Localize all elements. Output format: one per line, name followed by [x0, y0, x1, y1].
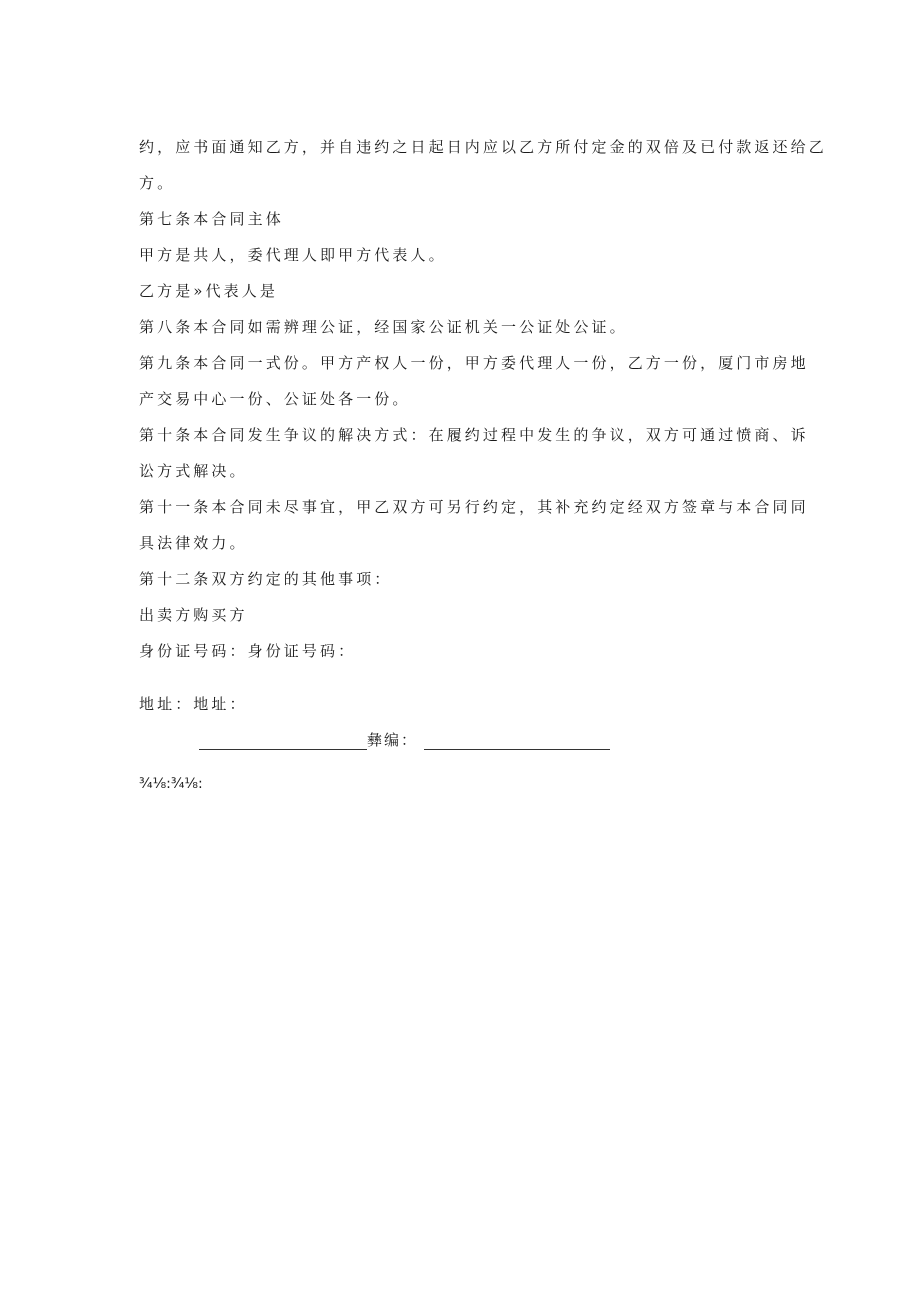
postal-blank-seller	[199, 735, 367, 750]
clause-7-heading: 第七条本合同主体	[139, 210, 284, 228]
clause-12-heading: 第十二条双方约定的其他事项：	[139, 570, 393, 588]
address-label: 地址：地址：	[139, 695, 248, 713]
party-b-line: 乙方是»代表人是	[139, 282, 278, 300]
clause-11-line-1: 第十一条本合同未尽事宜，甲乙双方可另行约定，其补充约定经双方签章与本合同同	[139, 498, 809, 516]
id-number-label: 身份证号码：身份证号码：	[139, 642, 357, 660]
postal-code-label: 彝编：	[367, 731, 419, 749]
postal-blank-buyer	[424, 735, 610, 750]
postal-code-row	[199, 730, 610, 750]
clause-9-line-1: 第九条本合同一式份。甲方产权人一份，甲方委代理人一份，乙方一份，厦门市房地	[139, 354, 809, 372]
seller-buyer-label: 出卖方购买方	[139, 606, 248, 624]
clause-8-line: 第八条本合同如需辨理公证，经国家公证机关一公证处公证。	[139, 318, 628, 336]
clause-11-line-2: 具法律效力。	[139, 534, 248, 552]
clause-10-line-2: 讼方式解决。	[139, 462, 248, 480]
clause-6-continuation-line-1: 约，应书面通知乙方，并自违约之日起日内应以乙方所付定金的双倍及已付款返还给乙	[139, 138, 827, 156]
clause-10-line-1: 第十条本合同发生争议的解决方式：在履约过程中发生的争议，双方可通过愤商、诉	[139, 426, 809, 444]
clause-6-continuation-line-2: 方。	[139, 174, 176, 192]
garbled-text-line: ¾⅛:¾⅛:	[139, 776, 203, 792]
clause-9-line-2: 产交易中心一份、公证处各一份。	[139, 390, 411, 408]
party-a-line: 甲方是共人，委代理人即甲方代表人。	[139, 246, 447, 264]
